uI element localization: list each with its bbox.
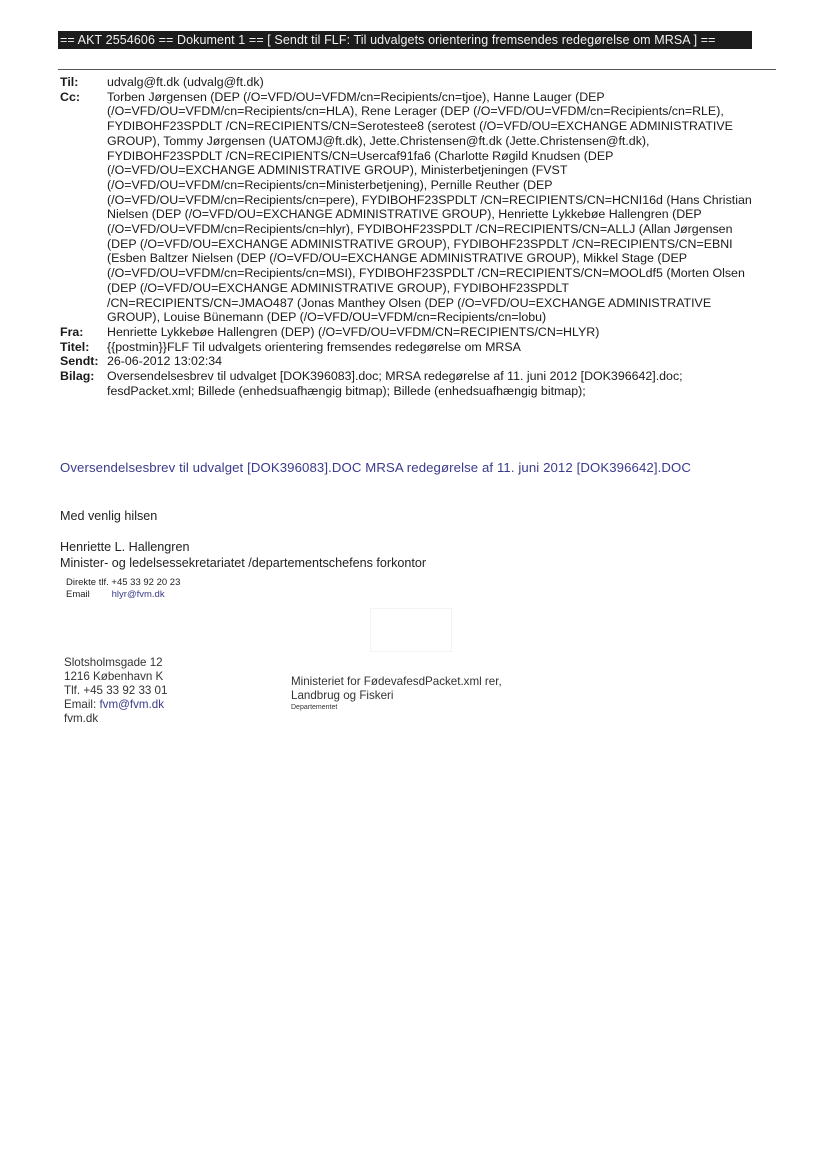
address-block — [64, 656, 167, 726]
sender-name: Henriette L. Hallengren — [60, 540, 190, 554]
titel-label: Titel: — [60, 339, 90, 354]
bilag-value — [107, 369, 772, 398]
contact-email-label: Email — [66, 589, 90, 600]
ministry-line-1: Ministeriet for FødevafesdPacket.xml rer, — [291, 675, 502, 688]
cc-value — [107, 90, 772, 325]
direct-phone-label: Direkte tlf. — [66, 577, 109, 588]
bilag-line: Oversendelsesbrev til udvalget [DOK396083].doc; MRSA redegørelse af 11. juni 2012 [DOK396642].doc; — [107, 369, 683, 384]
document-banner: == AKT 2554606 == Dokument 1 == [ Sendt til FLF: Til udvalgets orientering fremsendes redegørelse om MRSA ] == — [58, 31, 752, 49]
cc-line: (DEP (/O=VFD/OU=EXCHANGE ADMINISTRATIVE GROUP), FYDIBOHF23SPDLT /CN=RECIPIENTS/CN=EBNI — [107, 236, 733, 251]
cc-label: Cc: — [60, 89, 80, 104]
header-divider — [58, 69, 776, 70]
address-email-link[interactable]: fvm@fvm.dk — [99, 698, 165, 711]
address-web: fvm.dk — [64, 712, 99, 725]
cc-line: Nielsen (DEP (/O=VFD/OU=EXCHANGE ADMINISTRATIVE GROUP), Henriette Lykkebøe Hallengren (DEP — [107, 207, 702, 222]
direct-phone-value: +45 33 92 20 23 — [111, 577, 181, 588]
cc-line: (/O=VFD/OU=VFDM/cn=Recipients/cn=HLA), Rene Lerager (DEP (/O=VFD/OU=VFDM/cn=Recipients/cn=RLE), — [107, 104, 724, 119]
bilag-label: Bilag: — [60, 369, 95, 384]
header-til — [60, 75, 772, 90]
header-fra — [60, 325, 772, 340]
bilag-line: fesdPacket.xml; Billede (enhedsuafhængig bitmap); Billede (enhedsuafhængig bitmap); — [107, 383, 586, 398]
header-sendt — [60, 354, 772, 369]
contact-email — [66, 589, 165, 600]
cc-line: (/O=VFD/OU=VFDM/cn=Recipients/cn=hlyr), FYDIBOHF23SPDLT /CN=RECIPIENTS/CN=ALLJ (Allan Jørgensen — [107, 222, 733, 237]
address-email — [64, 698, 167, 712]
embedded-image-placeholder — [370, 608, 452, 652]
address-city: 1216 København K — [64, 670, 164, 683]
address-street: Slotsholmsgade 12 — [64, 656, 163, 669]
til-value: udvalg@ft.dk (udvalg@ft.dk) — [107, 75, 264, 89]
cc-line: (Esben Baltzer Nielsen (DEP (/O=VFD/OU=EXCHANGE ADMINISTRATIVE GROUP), Mikkel Stage (DEP — [107, 251, 687, 266]
header-bilag — [60, 369, 772, 398]
contact-email-link[interactable]: hlyr@fvm.dk — [111, 589, 165, 600]
sender-role: Minister- og ledelsessekretariatet /departementschefens forkontor — [60, 556, 427, 570]
email-headers — [60, 75, 772, 398]
cc-line: FYDIBOHF23SPDLT /CN=RECIPIENTS/CN=Serotestee8 (serotest (/O=VFD/OU=EXCHANGE ADMINISTRATIVE — [107, 119, 733, 134]
ministry-line-2: Landbrug og Fiskeri — [291, 689, 394, 702]
cc-line: (/O=VFD/OU=VFDM/cn=Recipients/cn=MSI), FYDIBOHF23SPDLT /CN=RECIPIENTS/CN=MOOLdf5 (Morten Olsen — [107, 266, 745, 281]
cc-line: (DEP (/O=VFD/OU=EXCHANGE ADMINISTRATIVE GROUP), FYDIBOHF23SPDLT — [107, 280, 569, 295]
ministry-block — [291, 675, 502, 713]
greeting: Med venlig hilsen — [60, 509, 158, 523]
titel-value: {{postmin}}FLF Til udvalgets orientering fremsendes redegørelse om MRSA — [107, 339, 521, 354]
cc-line: Torben Jørgensen (DEP (/O=VFD/OU=VFDM/cn=Recipients/cn=tjoe), Hanne Lauger (DEP — [107, 89, 605, 104]
cc-line: (/O=VFD/OU=EXCHANGE ADMINISTRATIVE GROUP), Ministerbetjeningen (FVST — [107, 163, 568, 178]
attachment-links[interactable]: Oversendelsesbrev til udvalget [DOK396083].DOC MRSA redegørelse af 11. juni 2012 [DOK396642].DOC — [60, 460, 691, 475]
address-phone: Tlf. +45 33 92 33 01 — [64, 684, 168, 697]
cc-line: (/O=VFD/OU=VFDM/cn=Recipients/cn=pere), FYDIBOHF23SPDLT /CN=RECIPIENTS/CN=HCNI16d (Hans Christian — [107, 192, 752, 207]
sendt-label: Sendt: — [60, 354, 99, 369]
address-email-label: Email: — [64, 698, 97, 711]
cc-line: (/O=VFD/OU=VFDM/cn=Recipients/cn=Ministerbetjening), Pernille Reuther (DEP — [107, 177, 553, 192]
cc-line: GROUP), Louise Bünemann (DEP (/O=VFD/OU=VFDM/cn=Recipients/cn=lobu) — [107, 310, 547, 325]
ministry-department: Departementet — [291, 704, 338, 711]
fra-value: Henriette Lykkebøe Hallengren (DEP) (/O=VFD/OU=VFDM/CN=RECIPIENTS/CN=HLYR) — [107, 324, 600, 339]
direct-phone — [66, 577, 180, 588]
cc-line: /CN=RECIPIENTS/CN=JMAO487 (Jonas Manthey Olsen (DEP (/O=VFD/OU=EXCHANGE ADMINISTRATIVE — [107, 295, 712, 310]
fra-label: Fra: — [60, 324, 84, 339]
header-titel — [60, 340, 772, 355]
til-label: Til: — [60, 75, 79, 89]
sendt-value: 26-06-2012 13:02:34 — [107, 354, 223, 369]
cc-line: FYDIBOHF23SPDLT /CN=RECIPIENTS/CN=Usercaf91fa6 (Charlotte Røgild Knudsen (DEP — [107, 148, 614, 163]
cc-line: GROUP), Tommy Jørgensen (UATOMJ@ft.dk), Jette.Christensen@ft.dk (Jette.Christensen@ft.dk), — [107, 133, 650, 148]
header-cc — [60, 90, 772, 325]
